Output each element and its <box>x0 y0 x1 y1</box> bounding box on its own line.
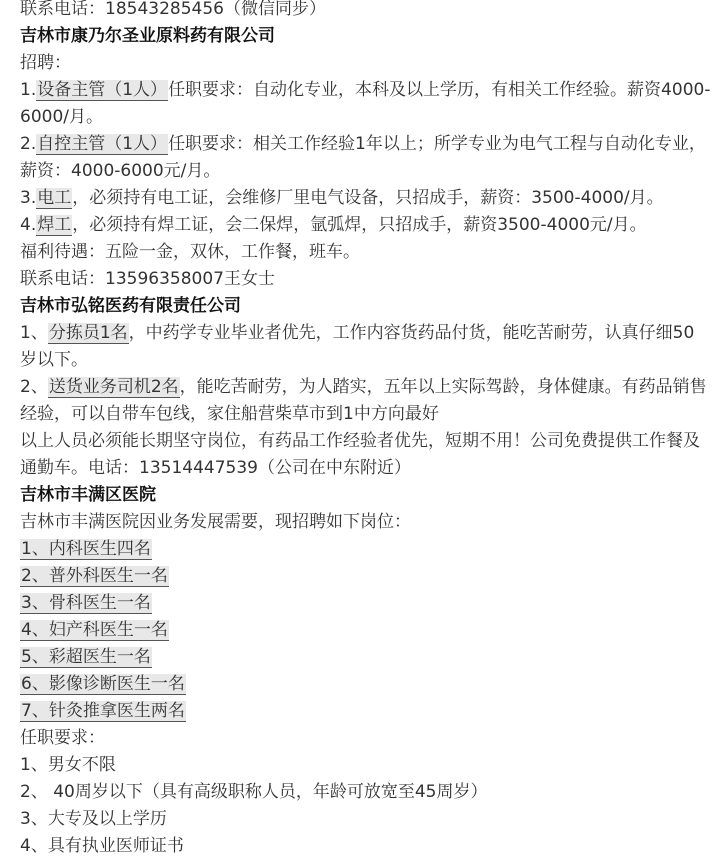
job-number: 4. <box>20 215 37 235</box>
position-item <box>20 671 711 698</box>
position-label: 3、骨科医生一名 <box>21 593 151 613</box>
position-label: 7、针灸推拿医生两名 <box>21 701 185 721</box>
position-label: 1、内科医生四名 <box>21 539 151 559</box>
job-number: 3. <box>20 188 37 208</box>
job-automation-supervisor <box>20 131 711 185</box>
job-equipment-supervisor <box>20 77 711 131</box>
position-item <box>20 698 711 725</box>
company2-note: 以上人员必须能长期坚守岗位，有药品工作经验者优先，短期不用！公司免费提供工作餐及通勤车。电话：13514447539（公司在中东附近） <box>20 431 700 478</box>
job-welder <box>20 212 711 239</box>
job-title-highlight: 自控主管（1人） <box>37 134 168 154</box>
position-list <box>20 536 711 725</box>
company-name-fengman-hospital: 吉林市丰满区医院 <box>20 485 156 505</box>
top-contact: 联系电话：18543285456（微信同步） <box>20 0 326 19</box>
requirement-item: 4、具有执业医师证书 <box>20 836 184 856</box>
job-title-highlight: 送货业务司机2名 <box>48 377 179 397</box>
position-label: 5、彩超医生一名 <box>21 647 151 667</box>
company-name-kangnaier: 吉林市康乃尔圣业原料药有限公司 <box>20 26 275 46</box>
requirements-list <box>20 752 711 860</box>
job-description: 任职要求：相关工作经验1年以上；所学专业为电气工程与自动化专业，薪资：4000-6000元/月。 <box>20 134 706 181</box>
job-number: 2、 <box>20 377 48 397</box>
requirement-item: 3、大专及以上学历 <box>20 809 167 829</box>
position-item <box>20 536 711 563</box>
job-title-highlight: 设备主管（1人） <box>37 80 168 100</box>
recruit-label: 招聘： <box>20 53 71 73</box>
job-title-highlight: 分拣员1名 <box>48 323 128 343</box>
job-electrician <box>20 185 711 212</box>
hospital-intro: 吉林市丰满医院因业务发展需要，现招聘如下岗位： <box>20 512 411 532</box>
position-item <box>20 617 711 644</box>
benefits: 福利待遇：五险一金，双休，工作餐，班车。 <box>20 242 360 262</box>
requirements-label: 任职要求： <box>20 728 105 748</box>
position-item <box>20 563 711 590</box>
job-delivery-driver <box>20 374 711 428</box>
company1-contact: 联系电话：13596358007王女士 <box>20 269 275 289</box>
job-description: ，能吃苦耐劳，为人踏实，五年以上实际驾龄，身体健康。有药品销售经验，可以自带车包线，家住船营柴草市到1中方向最好 <box>20 377 707 424</box>
company-name-hongming: 吉林市弘铭医药有限责任公司 <box>20 296 241 316</box>
job-description: ，中药学专业毕业者优先，工作内容货药品付货，能吃苦耐劳，认真仔细50岁以下。 <box>20 323 695 370</box>
job-title-highlight: 焊工 <box>37 215 72 235</box>
position-item <box>20 590 711 617</box>
job-description: 任职要求：自动化专业，本科及以上学历，有相关工作经验。薪资4000-6000/月。 <box>20 80 711 127</box>
position-label: 4、妇产科医生一名 <box>21 620 168 640</box>
requirement-item: 1、男女不限 <box>20 755 116 775</box>
job-title-highlight: 电工 <box>37 188 72 208</box>
job-sorter <box>20 320 711 374</box>
job-number: 2. <box>20 134 37 154</box>
job-number: 1、 <box>20 323 48 343</box>
job-description: ，必须持有电工证，会维修厂里电气设备，只招成手，薪资：3500-4000/月。 <box>72 188 664 208</box>
job-description: ，必须持有焊工证，会二保焊，氩弧焊，只招成手，薪资3500-4000元/月。 <box>72 215 647 235</box>
position-label: 6、影像诊断医生一名 <box>21 674 185 694</box>
requirement-item: 2、 40周岁以下（具有高级职称人员，年龄可放宽至45周岁） <box>20 782 488 802</box>
job-number: 1. <box>20 80 37 100</box>
position-label: 2、普外科医生一名 <box>21 566 168 586</box>
position-item <box>20 644 711 671</box>
